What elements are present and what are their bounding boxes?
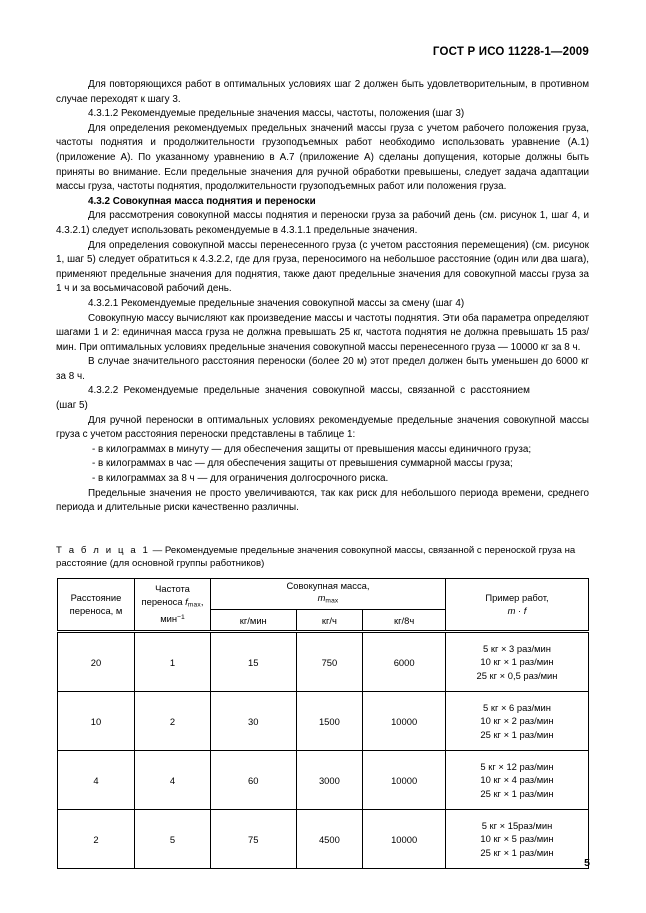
table-header-row-1 bbox=[58, 579, 589, 610]
body-paragraph: 4.3.1.2 Рекомендуемые предельные значения массы, частоты, положения (шаг 3) bbox=[88, 108, 465, 120]
table-row bbox=[58, 632, 589, 692]
cell-frequency: 5 bbox=[135, 810, 211, 869]
body-paragraph: (шаг 5) bbox=[56, 400, 88, 412]
body-paragraph: - в килограммах в час — для обеспечения защиты от превышения суммарной массы груза; bbox=[92, 458, 513, 470]
header-frequency bbox=[135, 579, 211, 632]
example-line: 25 кг × 0,5 раз/мин bbox=[476, 669, 558, 681]
header-frequency-line2-post: , bbox=[200, 595, 204, 607]
cell-distance: 2 bbox=[58, 810, 135, 869]
body-paragraph: Совокупную массу вычисляют как произведение массы и частоты поднятия. Эти оба параметра определяют шагами 1 и 2: единичная масса груза не должна превышать 25 кг, частота поднятия не должна превышать 15 раз/мин. При оптимальных условиях предельные значения совокупной массы перенесенного груза — 10000 кг за 8 ч. bbox=[56, 312, 589, 353]
table-row bbox=[58, 751, 589, 810]
header-frequency-line2-pre: переноса bbox=[141, 595, 186, 607]
header-frequency-symbol: f bbox=[185, 595, 188, 607]
header-example-symbol-m: m bbox=[507, 604, 516, 616]
body-paragraph: - в килограммах за 8 ч — для ограничения долгосрочного риска. bbox=[92, 473, 389, 485]
header-example-symbol-f: f bbox=[523, 604, 527, 616]
cell-frequency: 4 bbox=[135, 751, 211, 810]
table-caption bbox=[56, 544, 591, 571]
summary-mass-table bbox=[57, 578, 589, 869]
cell-examples bbox=[446, 751, 589, 810]
cell-distance: 4 bbox=[58, 751, 135, 810]
cell-kg-per-8hours: 6000 bbox=[363, 632, 446, 692]
body-paragraph: Для определения рекомендуемых предельных значений массы груза с учетом рабочего положения груза, частоты поднятия и продолжительности грузоподъемных работ необходимо использовать уравнение (А.1) (приложение А). По указанному уравнению в А.7 (приложение А) сделаны допущения, которые должны быть приняты во внимание. Если предельные значения для ручной обработки превышены, следует задача адаптации массы груза, частоты поднятия, продолжительности грузоподъемных работ или положения груза. bbox=[56, 122, 589, 193]
table-caption-label: Т а б л и ц а 1 bbox=[56, 545, 150, 556]
header-distance bbox=[58, 579, 135, 632]
cell-kg-per-8hours: 10000 bbox=[363, 810, 446, 869]
header-example-line1: Пример работ, bbox=[485, 591, 549, 603]
cell-kg-per-hour: 1500 bbox=[296, 692, 363, 751]
example-line: 5 кг × 15раз/мин bbox=[481, 819, 553, 831]
table-caption-text: — Рекомендуемые предельные значения совокупной массы, связанной с переноской груза на расстояние (для основной группы работников) bbox=[56, 545, 576, 570]
cell-frequency: 2 bbox=[135, 692, 211, 751]
cell-distance: 10 bbox=[58, 692, 135, 751]
cell-kg-per-min: 30 bbox=[211, 692, 297, 751]
example-line: 10 кг × 2 раз/мин bbox=[480, 715, 554, 727]
cell-kg-per-8hours: 10000 bbox=[363, 751, 446, 810]
table-row bbox=[58, 810, 589, 869]
cell-frequency: 1 bbox=[135, 632, 211, 692]
table-body bbox=[58, 632, 589, 869]
header-total-mass-line1: Совокупная масса, bbox=[286, 579, 370, 591]
header-frequency-line1: Частота bbox=[155, 583, 190, 595]
section-heading: 4.3.2 Совокупная масса поднятия и переноски bbox=[88, 195, 316, 207]
header-frequency-unit: мин bbox=[160, 613, 178, 625]
cell-kg-per-hour: 750 bbox=[296, 632, 363, 692]
header-total-mass-symbol: m bbox=[317, 592, 326, 604]
example-line: 25 кг × 1 раз/мин bbox=[480, 728, 554, 740]
example-line: 5 кг × 3 раз/мин bbox=[483, 642, 551, 654]
example-line: 10 кг × 4 раз/мин bbox=[480, 774, 554, 786]
example-line: 5 кг × 12 раз/мин bbox=[480, 760, 554, 772]
cell-distance: 20 bbox=[58, 632, 135, 692]
body-paragraph: 4.3.2.2 Рекомендуемые предельные значения совокупной массы, связанной с расстоянием bbox=[88, 385, 530, 397]
cell-kg-per-min: 15 bbox=[211, 632, 297, 692]
example-line: 5 кг × 6 раз/мин bbox=[483, 701, 551, 713]
cell-kg-per-min: 75 bbox=[211, 810, 297, 869]
header-distance-line2: переноса, м bbox=[69, 604, 123, 616]
cell-examples bbox=[446, 692, 589, 751]
body-paragraph: В случае значительного расстояния переноски (более 20 м) этот предел должен быть уменьшен до 6000 кг за 8 ч. bbox=[56, 356, 589, 382]
header-frequency-subscript: max bbox=[187, 601, 201, 609]
example-line: 25 кг × 1 раз/мин bbox=[480, 846, 554, 858]
header-total-mass bbox=[211, 579, 446, 610]
body-paragraph: Для рассмотрения совокупной массы поднятия и переноски груза за рабочий день (см. рисунок 1, шаг 4, и 4.3.2.1) следует использовать рекомендуемые в 4.3.1.1 предельные значения. bbox=[56, 210, 589, 236]
standard-header: ГОСТ Р ИСО 11228-1—2009 bbox=[432, 46, 589, 58]
example-line: 10 кг × 1 раз/мин bbox=[480, 656, 554, 668]
header-example-symbol-dot: · bbox=[518, 604, 522, 616]
header-distance-line1: Расстояние bbox=[70, 591, 122, 603]
example-line: 25 кг × 1 раз/мин bbox=[480, 787, 554, 799]
cell-examples bbox=[446, 632, 589, 692]
header-kg-per-hour: кг/ч bbox=[296, 610, 363, 632]
table-row bbox=[58, 692, 589, 751]
body-text-column bbox=[56, 78, 589, 516]
body-paragraph: - в килограммах в минуту — для обеспечения защиты от превышения массы единичного груза; bbox=[92, 443, 532, 455]
cell-kg-per-8hours: 10000 bbox=[363, 692, 446, 751]
header-kg-per-8hours: кг/8ч bbox=[363, 610, 446, 632]
page-number: 5 bbox=[584, 857, 590, 869]
header-example bbox=[446, 579, 589, 632]
header-kg-per-min: кг/мин bbox=[211, 610, 297, 632]
cell-kg-per-min: 60 bbox=[211, 751, 297, 810]
body-paragraph: Для ручной переноски в оптимальных условиях рекомендуемые предельные значения совокупной массы груза с учетом расстояния переноски представлены в таблице 1: bbox=[56, 414, 589, 441]
body-paragraph: Для определения совокупной массы перенесенного груза (с учетом расстояния перемещения) (см. рисунок 1, шаг 5) следует обратиться к 4.3.2.2, где для груза, переносимого на небольшое расстояние (один или два шага), применяют предельные значения для поднятия, также дают предельные значения для совокупной массы груза за 1 ч и за восьмичасовой рабочий день. bbox=[56, 239, 589, 295]
cell-examples bbox=[446, 810, 589, 869]
table-head bbox=[58, 579, 589, 632]
header-frequency-unit-exponent: −1 bbox=[177, 613, 185, 621]
header-total-mass-subscript: max bbox=[325, 597, 339, 605]
example-line: 10 кг × 5 раз/мин bbox=[480, 833, 554, 845]
body-paragraph: Для повторяющихся работ в оптимальных условиях шаг 2 должен быть удовлетворительным, в противном случае переходят к шагу 3. bbox=[56, 79, 589, 105]
body-paragraph: 4.3.2.1 Рекомендуемые предельные значения совокупной массы за смену (шаг 4) bbox=[88, 297, 465, 309]
cell-kg-per-hour: 4500 bbox=[296, 810, 363, 869]
cell-kg-per-hour: 3000 bbox=[296, 751, 363, 810]
body-paragraph: Предельные значения не просто увеличиваются, так как риск для небольшого периода времени, среднего периода и длительные риски качественно различны. bbox=[56, 487, 589, 514]
